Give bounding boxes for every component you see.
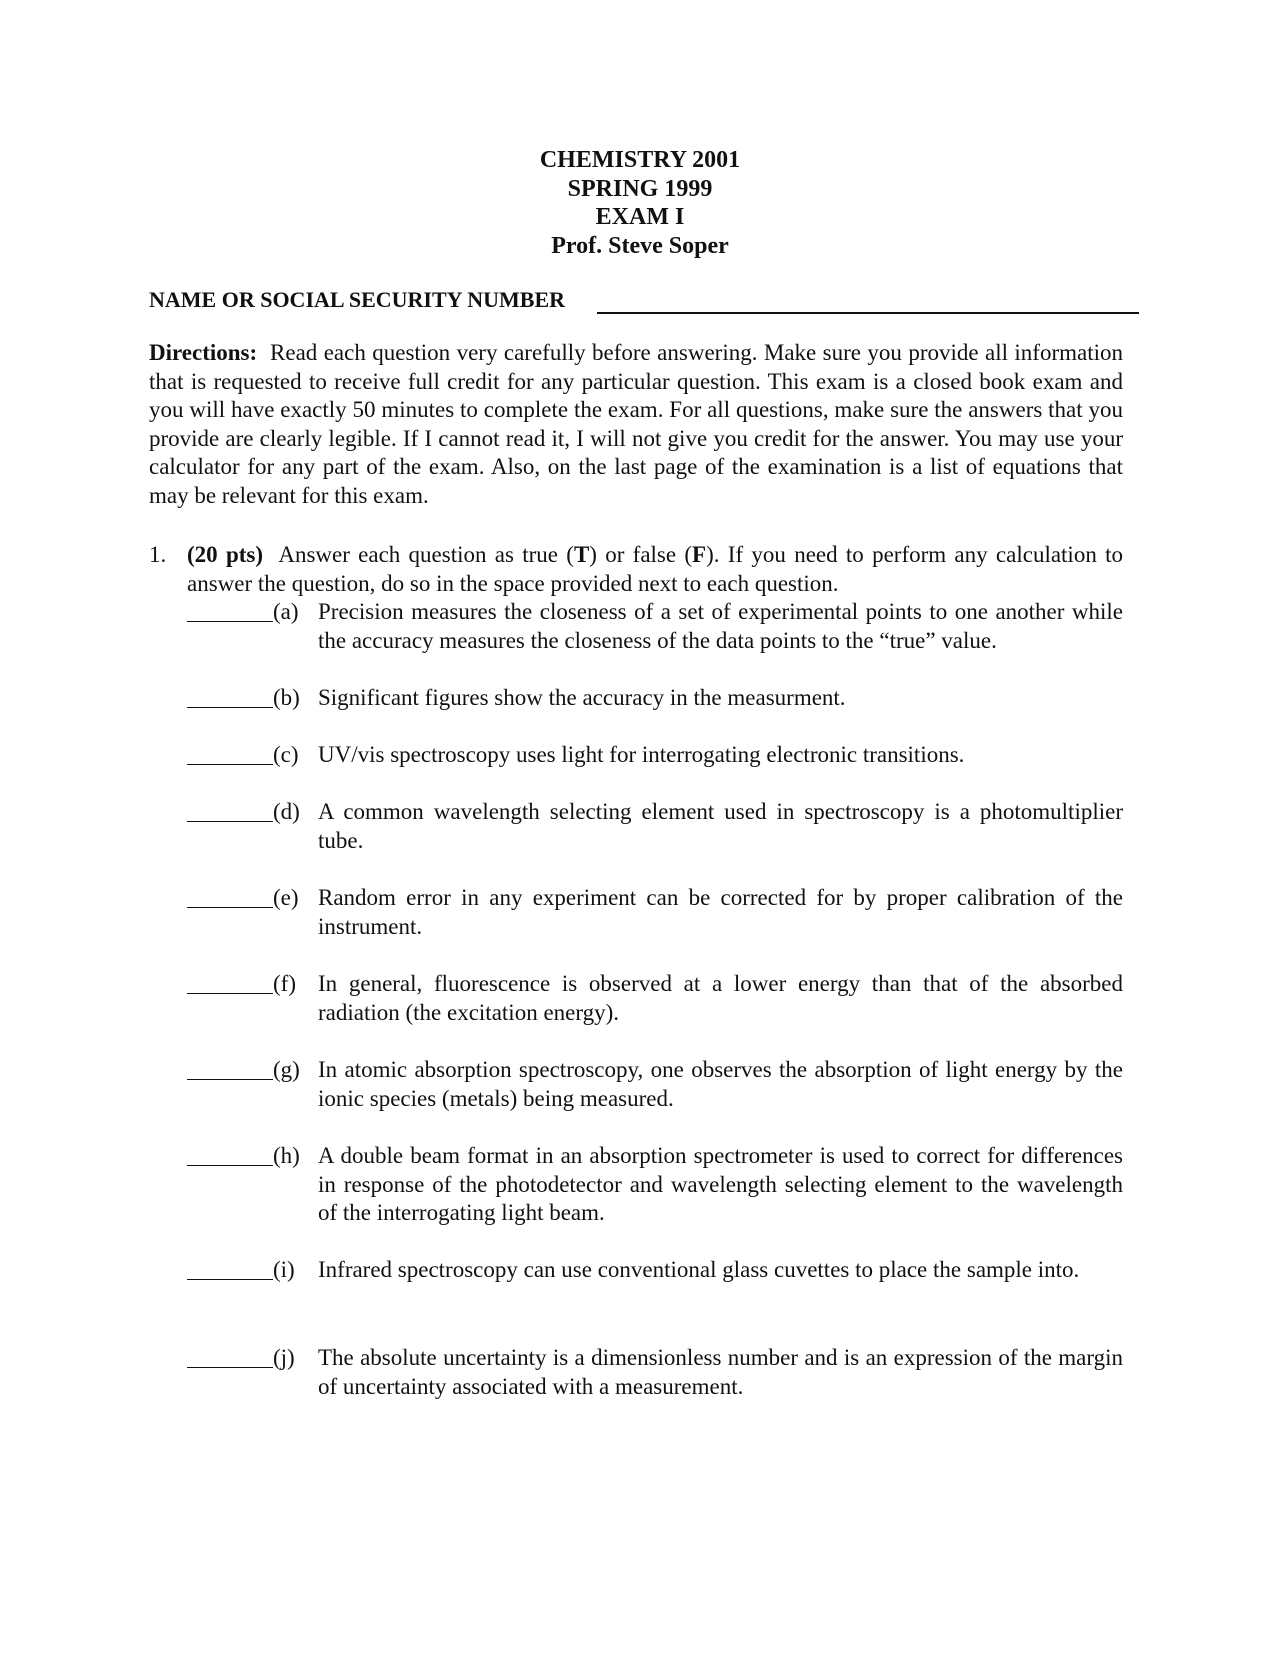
item-text-b: Significant figures show the accuracy in the measurment. [318,685,846,710]
exam-header [0,146,1280,260]
item-letter-j: (j) [273,1345,295,1370]
question-1 [149,541,1123,598]
item-c [187,741,1123,770]
answer-blank-e[interactable] [187,884,273,908]
item-text-a: Precision measures the closeness of a set of experimental points to one another while the accuracy measures the closeness of the data points to the “true” value. [318,599,1123,653]
question-number: 1. [149,542,167,567]
answer-blank-a[interactable] [187,598,273,622]
item-a [187,598,1123,655]
course-title: CHEMISTRY 2001 [539,147,741,173]
name-answer-line[interactable] [597,312,1139,314]
exam-title: EXAM I [595,204,685,230]
item-text-d: A common wavelength selecting element used in spectroscopy is a photomultiplier tube. [318,799,1123,853]
item-j [187,1344,1123,1401]
item-g [187,1056,1123,1113]
item-h [187,1142,1123,1228]
question-text-part-a: Answer each question as true ( [278,542,574,567]
term-title: SPRING 1999 [567,175,713,202]
professor-name: Prof. Steve Soper [551,232,729,259]
item-text-j: The absolute uncertainty is a dimensionless number and is an expression of the margin of uncertainty associated with a measurement. [318,1345,1123,1399]
answer-blank-g[interactable] [187,1056,273,1080]
item-text-i: Infrared spectroscopy can use conventional glass cuvettes to place the sample into. [318,1257,1080,1282]
item-letter-e: (e) [273,885,299,910]
item-e [187,884,1123,941]
item-letter-d: (d) [273,799,300,824]
answer-blank-f[interactable] [187,970,273,994]
item-letter-c: (c) [273,742,299,767]
answer-blank-d[interactable] [187,798,273,822]
false-letter: F [692,542,707,567]
item-text-g: In atomic absorption spectroscopy, one observes the absorption of light energy by the ionic species (metals) being measured. [318,1057,1123,1111]
item-letter-g: (g) [273,1057,300,1082]
name-field-label: NAME OR SOCIAL SECURITY NUMBER [149,287,566,312]
answer-blank-j[interactable] [187,1344,273,1368]
item-text-h: A double beam format in an absorption spectrometer is used to correct for differences in response of the photodetector and wavelength selecting element to the wavelength of the interrogating light beam. [318,1143,1123,1226]
item-i [187,1256,1123,1285]
answer-blank-c[interactable] [187,741,273,765]
item-text-c: UV/vis spectroscopy uses light for interrogating electronic transitions. [318,742,965,767]
name-field-row [149,284,1139,316]
question-text-part-b: ) or false ( [589,542,693,567]
item-text-e: Random error in any experiment can be corrected for by proper calibration of the instrument. [318,885,1123,939]
item-f [187,970,1123,1027]
question-points: (20 pts) [187,542,264,567]
item-text-f: In general, fluorescence is observed at a lower energy than that of the absorbed radiation (the excitation energy). [318,971,1123,1025]
directions-label: Directions: [149,340,258,365]
answer-blank-h[interactable] [187,1142,273,1166]
true-letter: T [573,542,590,567]
question-prompt [187,541,1123,598]
item-letter-f: (f) [273,971,296,996]
question-text-part-c: ). If you need to perform any calculation to answer the question, do so in the space provided next to each question. [187,542,1123,596]
directions-paragraph [149,339,1123,511]
item-letter-h: (h) [273,1143,300,1168]
item-letter-i: (i) [273,1257,295,1282]
item-letter-a: (a) [273,599,299,624]
item-b [187,684,1123,713]
answer-blank-b[interactable] [187,684,273,708]
directions-text: Read each question very carefully before answering. Make sure you provide all information that is requested to receive full credit for any particular question. This exam is a closed book exam and you will have exactly 50 minutes to complete the exam. For all questions, make sure the answers that you provide are clearly legible. If I cannot read it, I will not give you credit for the answer. You may use your calculator for any part of the exam. Also, on the last page of the examination is a list of equations that may be relevant for this exam. [149,340,1123,508]
item-d [187,798,1123,855]
answer-blank-i[interactable] [187,1256,273,1280]
item-letter-b: (b) [273,685,300,710]
